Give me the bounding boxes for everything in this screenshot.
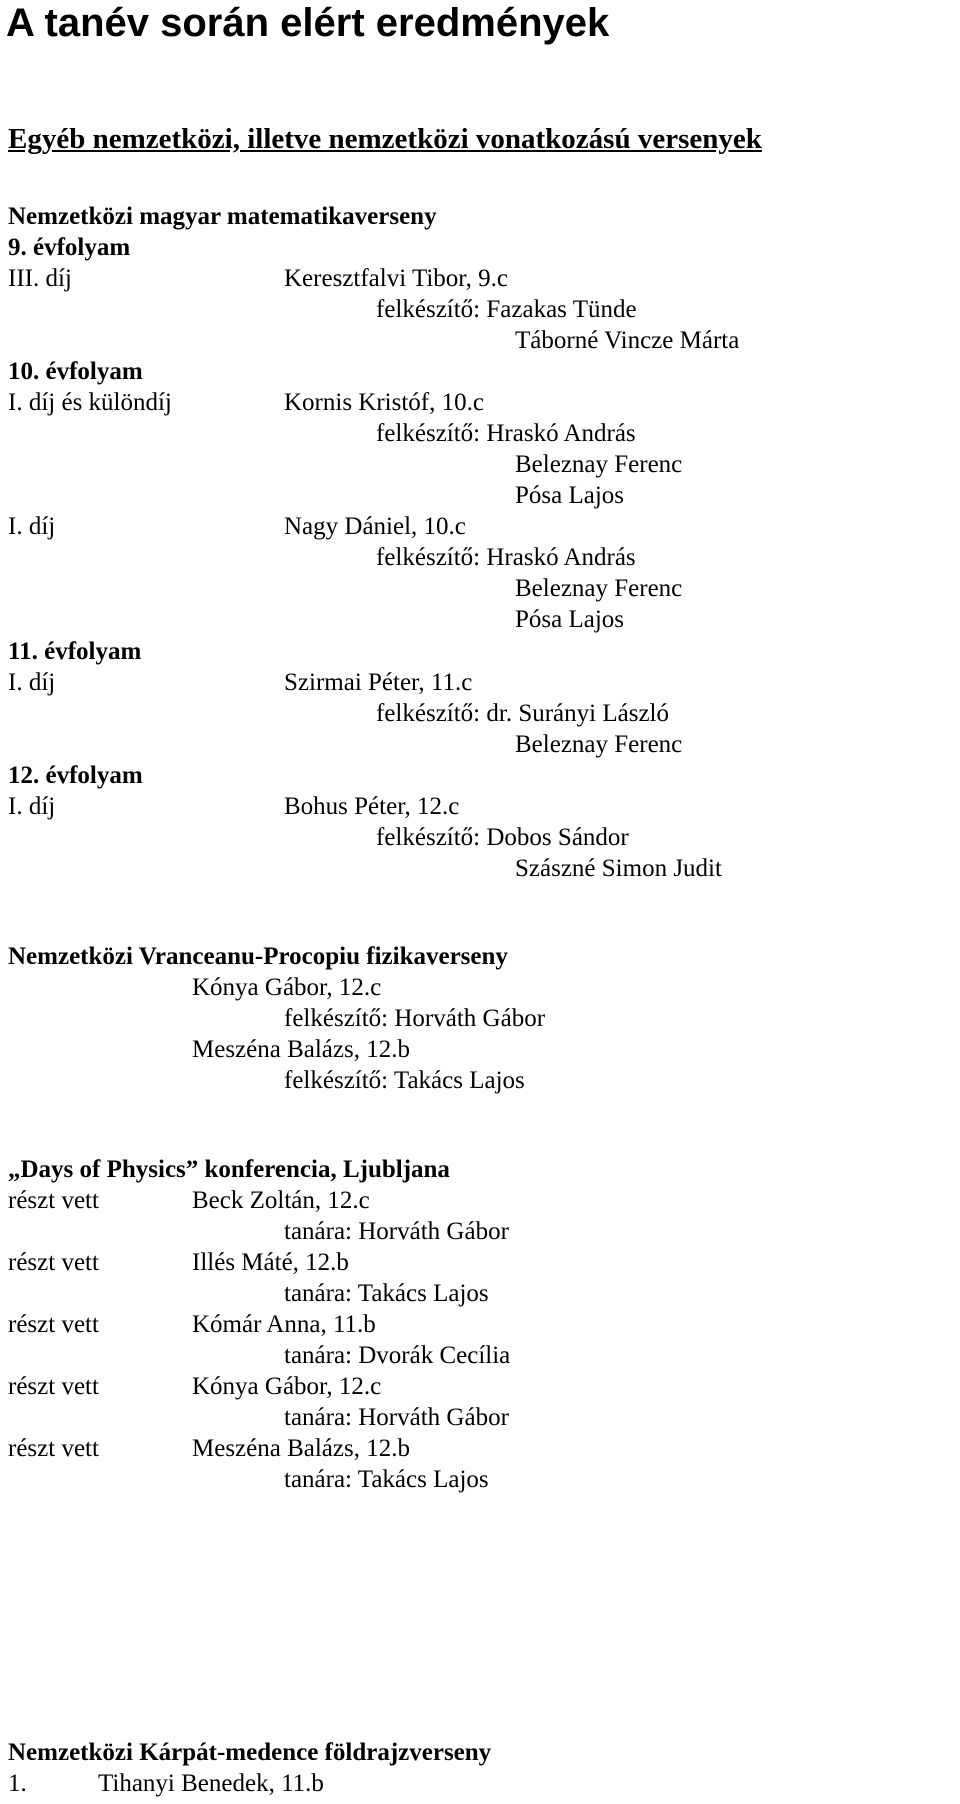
award-label: I. díj és különdíj [8, 389, 172, 416]
award-label: III. díj [8, 265, 72, 292]
teacher-line: Beleznay Ferenc [515, 575, 683, 602]
student-name: Kónya Gábor, 12.c [192, 974, 382, 1001]
award-label: I. díj [8, 793, 56, 820]
competition-title-math: Nemzetközi magyar matematikaverseny [8, 203, 437, 230]
teacher-line: Beleznay Ferenc [515, 451, 683, 478]
participation-label: részt vett [8, 1311, 99, 1338]
grade-label-12: 12. évfolyam [8, 762, 143, 789]
teacher-line: Táborné Vincze Márta [515, 327, 740, 354]
student-name: Illés Máté, 12.b [192, 1249, 349, 1276]
page-title: A tanév során elért eredmények [6, 1, 610, 45]
teacher-line: felkészítő: Takács Lajos [284, 1067, 525, 1094]
award-label: I. díj [8, 513, 56, 540]
grade-label-11: 11. évfolyam [8, 638, 142, 665]
student-name: Kornis Kristóf, 10.c [284, 389, 484, 416]
teacher-line: Pósa Lajos [515, 482, 625, 509]
teacher-line: tanára: Dvorák Cecília [284, 1342, 511, 1369]
participation-label: részt vett [8, 1187, 99, 1214]
participation-label: részt vett [8, 1435, 99, 1462]
teacher-line: Beleznay Ferenc [515, 731, 683, 758]
student-name: Meszéna Balázs, 12.b [192, 1435, 410, 1462]
competition-title-geography: Nemzetközi Kárpát-medence földrajzverseny [8, 1739, 492, 1766]
section-heading: Egyéb nemzetközi, illetve nemzetközi vonatkozású versenyek [8, 123, 762, 155]
teacher-line: Szászné Simon Judit [515, 855, 722, 882]
student-name: Bohus Péter, 12.c [284, 793, 460, 820]
conference-title: „Days of Physics” konferencia, Ljubljana [8, 1156, 450, 1183]
grade-label-10: 10. évfolyam [8, 358, 143, 385]
teacher-line: tanára: Horváth Gábor [284, 1218, 509, 1245]
award-label: I. díj [8, 669, 56, 696]
teacher-line: tanára: Takács Lajos [284, 1466, 489, 1493]
teacher-line: tanára: Takács Lajos [284, 1280, 489, 1307]
student-name: Keresztfalvi Tibor, 9.c [284, 265, 508, 292]
participation-label: részt vett [8, 1373, 99, 1400]
student-name: Beck Zoltán, 12.c [192, 1187, 370, 1214]
teacher-line: Pósa Lajos [515, 606, 625, 633]
student-name: Nagy Dániel, 10.c [284, 513, 466, 540]
teacher-line: felkészítő: Fazakas Tünde [376, 296, 637, 323]
teacher-line: felkészítő: dr. Surányi László [376, 700, 669, 727]
student-name: Meszéna Balázs, 12.b [192, 1036, 410, 1063]
teacher-line: felkészítő: Hraskó András [376, 420, 636, 447]
teacher-line: felkészítő: Horváth Gábor [284, 1005, 546, 1032]
competition-title-physics: Nemzetközi Vranceanu-Procopiu fizikaverseny [8, 943, 508, 970]
teacher-line: felkészítő: Hraskó András [376, 544, 636, 571]
teacher-line: felkészítő: Dobos Sándor [376, 824, 629, 851]
teacher-line: tanára: Horváth Gábor [284, 1404, 509, 1431]
participation-label: részt vett [8, 1249, 99, 1276]
rank-label: 1. [8, 1770, 27, 1797]
student-name: Tihanyi Benedek, 11.b [98, 1770, 324, 1797]
grade-label-9: 9. évfolyam [8, 234, 131, 261]
student-name: Kómár Anna, 11.b [192, 1311, 376, 1338]
student-name: Kónya Gábor, 12.c [192, 1373, 382, 1400]
student-name: Szirmai Péter, 11.c [284, 669, 473, 696]
